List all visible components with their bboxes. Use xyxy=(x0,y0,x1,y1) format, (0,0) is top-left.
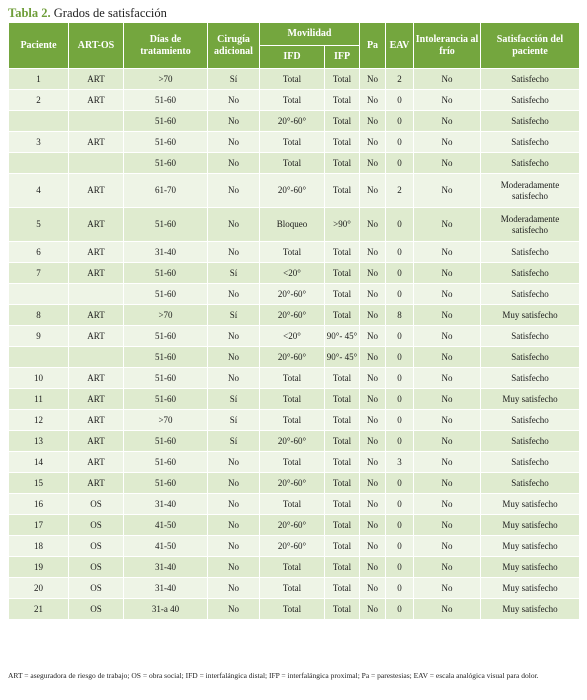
satisfaction-table xyxy=(8,22,580,620)
cell-ifd: Total xyxy=(260,153,325,174)
cell-ifp: Total xyxy=(325,494,360,515)
cell-paciente xyxy=(9,347,69,368)
cell-pa: No xyxy=(360,368,386,389)
cell-satisfaccion: Muy satisfecho xyxy=(481,515,580,536)
header-movilidad: Movilidad xyxy=(260,23,360,46)
cell-ifd: 20°-60° xyxy=(260,431,325,452)
cell-art-os: ART xyxy=(69,431,124,452)
cell-eav: 0 xyxy=(386,132,414,153)
cell-pa: No xyxy=(360,111,386,132)
cell-ifd: Total xyxy=(260,132,325,153)
cell-art-os: OS xyxy=(69,494,124,515)
cell-ifd: Bloqueo xyxy=(260,208,325,242)
cell-eav: 0 xyxy=(386,473,414,494)
cell-intolerancia: No xyxy=(414,111,481,132)
cell-art-os: OS xyxy=(69,515,124,536)
header-eav: EAV xyxy=(386,23,414,69)
cell-art-os: OS xyxy=(69,536,124,557)
cell-satisfaccion: Moderadamente satisfecho xyxy=(481,174,580,208)
cell-art-os: ART xyxy=(69,452,124,473)
cell-dias: 51-60 xyxy=(124,473,208,494)
cell-ifp: Total xyxy=(325,263,360,284)
cell-cirugia: No xyxy=(208,494,260,515)
cell-ifp: Total xyxy=(325,557,360,578)
cell-ifd: Total xyxy=(260,557,325,578)
cell-paciente: 12 xyxy=(9,410,69,431)
table-row xyxy=(9,242,580,263)
cell-satisfaccion: Muy satisfecho xyxy=(481,494,580,515)
cell-satisfaccion: Satisfecho xyxy=(481,368,580,389)
cell-ifp: Total xyxy=(325,578,360,599)
cell-ifp: Total xyxy=(325,536,360,557)
table-row xyxy=(9,431,580,452)
cell-pa: No xyxy=(360,452,386,473)
cell-dias: >70 xyxy=(124,410,208,431)
cell-art-os: OS xyxy=(69,599,124,620)
cell-dias: 51-60 xyxy=(124,389,208,410)
cell-eav: 2 xyxy=(386,174,414,208)
cell-art-os: ART xyxy=(69,69,124,90)
cell-eav: 0 xyxy=(386,284,414,305)
cell-art-os: ART xyxy=(69,410,124,431)
cell-eav: 0 xyxy=(386,242,414,263)
cell-eav: 0 xyxy=(386,410,414,431)
cell-art-os: OS xyxy=(69,557,124,578)
cell-pa: No xyxy=(360,578,386,599)
cell-cirugia: No xyxy=(208,132,260,153)
cell-dias: 51-60 xyxy=(124,284,208,305)
cell-cirugia: No xyxy=(208,326,260,347)
cell-dias: 51-60 xyxy=(124,368,208,389)
cell-paciente: 21 xyxy=(9,599,69,620)
cell-pa: No xyxy=(360,305,386,326)
cell-dias: 61-70 xyxy=(124,174,208,208)
cell-art-os: ART xyxy=(69,326,124,347)
cell-intolerancia: No xyxy=(414,431,481,452)
table-row xyxy=(9,153,580,174)
cell-satisfaccion: Satisfecho xyxy=(481,111,580,132)
table-row xyxy=(9,263,580,284)
cell-dias: >70 xyxy=(124,305,208,326)
cell-dias: 31-40 xyxy=(124,557,208,578)
cell-ifp: Total xyxy=(325,389,360,410)
cell-eav: 0 xyxy=(386,494,414,515)
header-ifp: IFP xyxy=(325,46,360,69)
cell-intolerancia: No xyxy=(414,153,481,174)
cell-paciente: 5 xyxy=(9,208,69,242)
header-cirugia: Cirugía adicional xyxy=(208,23,260,69)
cell-dias: 51-60 xyxy=(124,263,208,284)
cell-cirugia: No xyxy=(208,515,260,536)
cell-ifd: 20°-60° xyxy=(260,515,325,536)
cell-cirugia: Sí xyxy=(208,410,260,431)
cell-ifp: Total xyxy=(325,452,360,473)
cell-eav: 0 xyxy=(386,208,414,242)
cell-satisfaccion: Satisfecho xyxy=(481,69,580,90)
cell-ifp: Total xyxy=(325,368,360,389)
cell-pa: No xyxy=(360,208,386,242)
cell-cirugia: No xyxy=(208,174,260,208)
cell-intolerancia: No xyxy=(414,284,481,305)
cell-art-os: ART xyxy=(69,473,124,494)
cell-intolerancia: No xyxy=(414,536,481,557)
cell-intolerancia: No xyxy=(414,368,481,389)
cell-art-os: ART xyxy=(69,389,124,410)
header-paciente: Paciente xyxy=(9,23,69,69)
cell-cirugia: No xyxy=(208,111,260,132)
cell-satisfaccion: Moderadamente satisfecho xyxy=(481,208,580,242)
cell-cirugia: No xyxy=(208,284,260,305)
table-row xyxy=(9,389,580,410)
cell-paciente xyxy=(9,284,69,305)
cell-pa: No xyxy=(360,347,386,368)
table-caption xyxy=(8,5,167,21)
cell-eav: 0 xyxy=(386,347,414,368)
cell-intolerancia: No xyxy=(414,69,481,90)
cell-cirugia: No xyxy=(208,452,260,473)
cell-eav: 0 xyxy=(386,599,414,620)
cell-eav: 0 xyxy=(386,536,414,557)
cell-pa: No xyxy=(360,515,386,536)
cell-satisfaccion: Satisfecho xyxy=(481,284,580,305)
cell-pa: No xyxy=(360,90,386,111)
cell-paciente: 2 xyxy=(9,90,69,111)
cell-intolerancia: No xyxy=(414,132,481,153)
cell-cirugia: No xyxy=(208,208,260,242)
table-row xyxy=(9,284,580,305)
cell-ifd: 20°-60° xyxy=(260,536,325,557)
table-row xyxy=(9,326,580,347)
table-row xyxy=(9,347,580,368)
cell-ifd: Total xyxy=(260,90,325,111)
cell-intolerancia: No xyxy=(414,515,481,536)
cell-dias: 51-60 xyxy=(124,347,208,368)
header-art-os: ART-OS xyxy=(69,23,124,69)
cell-pa: No xyxy=(360,473,386,494)
cell-pa: No xyxy=(360,557,386,578)
cell-paciente: 18 xyxy=(9,536,69,557)
cell-satisfaccion: Satisfecho xyxy=(481,410,580,431)
header-pa: Pa xyxy=(360,23,386,69)
cell-dias: 51-60 xyxy=(124,153,208,174)
table-row xyxy=(9,132,580,153)
table-row xyxy=(9,174,580,208)
cell-dias: 31-40 xyxy=(124,494,208,515)
cell-ifp: Total xyxy=(325,174,360,208)
cell-ifd: 20°-60° xyxy=(260,347,325,368)
cell-satisfaccion: Satisfecho xyxy=(481,242,580,263)
cell-eav: 3 xyxy=(386,452,414,473)
cell-cirugia: No xyxy=(208,557,260,578)
cell-intolerancia: No xyxy=(414,305,481,326)
cell-ifp: Total xyxy=(325,473,360,494)
cell-art-os: ART xyxy=(69,90,124,111)
cell-intolerancia: No xyxy=(414,578,481,599)
cell-satisfaccion: Satisfecho xyxy=(481,326,580,347)
cell-paciente xyxy=(9,153,69,174)
cell-satisfaccion: Satisfecho xyxy=(481,132,580,153)
cell-dias: 31-40 xyxy=(124,242,208,263)
cell-eav: 0 xyxy=(386,90,414,111)
cell-art-os xyxy=(69,347,124,368)
cell-dias: 51-60 xyxy=(124,431,208,452)
cell-paciente: 8 xyxy=(9,305,69,326)
cell-ifd: Total xyxy=(260,69,325,90)
cell-paciente: 20 xyxy=(9,578,69,599)
table-header xyxy=(9,23,580,69)
cell-art-os: ART xyxy=(69,208,124,242)
cell-ifd: Total xyxy=(260,242,325,263)
cell-cirugia: No xyxy=(208,368,260,389)
table-row xyxy=(9,515,580,536)
cell-satisfaccion: Muy satisfecho xyxy=(481,557,580,578)
cell-eav: 0 xyxy=(386,515,414,536)
cell-cirugia: No xyxy=(208,536,260,557)
cell-eav: 0 xyxy=(386,431,414,452)
caption-label: Tabla 2. xyxy=(8,6,51,20)
cell-ifd: Total xyxy=(260,578,325,599)
cell-paciente: 1 xyxy=(9,69,69,90)
cell-eav: 0 xyxy=(386,153,414,174)
cell-ifd: 20°-60° xyxy=(260,174,325,208)
table-row xyxy=(9,69,580,90)
cell-intolerancia: No xyxy=(414,452,481,473)
cell-paciente: 3 xyxy=(9,132,69,153)
cell-ifd: 20°-60° xyxy=(260,305,325,326)
cell-intolerancia: No xyxy=(414,347,481,368)
cell-art-os xyxy=(69,153,124,174)
cell-eav: 8 xyxy=(386,305,414,326)
table-body xyxy=(9,69,580,620)
cell-paciente: 15 xyxy=(9,473,69,494)
cell-intolerancia: No xyxy=(414,174,481,208)
cell-intolerancia: No xyxy=(414,410,481,431)
cell-art-os: OS xyxy=(69,578,124,599)
cell-pa: No xyxy=(360,69,386,90)
table-row xyxy=(9,536,580,557)
cell-paciente: 7 xyxy=(9,263,69,284)
cell-ifp: Total xyxy=(325,153,360,174)
cell-cirugia: Sí xyxy=(208,263,260,284)
cell-intolerancia: No xyxy=(414,208,481,242)
cell-intolerancia: No xyxy=(414,326,481,347)
cell-ifp: Total xyxy=(325,599,360,620)
cell-ifd: 20°-60° xyxy=(260,111,325,132)
cell-paciente: 13 xyxy=(9,431,69,452)
cell-cirugia: No xyxy=(208,153,260,174)
cell-satisfaccion: Satisfecho xyxy=(481,90,580,111)
table-row xyxy=(9,557,580,578)
cell-intolerancia: No xyxy=(414,599,481,620)
cell-art-os: ART xyxy=(69,242,124,263)
cell-dias: 51-60 xyxy=(124,326,208,347)
cell-intolerancia: No xyxy=(414,389,481,410)
cell-art-os xyxy=(69,111,124,132)
cell-pa: No xyxy=(360,599,386,620)
cell-pa: No xyxy=(360,263,386,284)
cell-ifp: >90° xyxy=(325,208,360,242)
cell-dias: 51-60 xyxy=(124,452,208,473)
cell-eav: 0 xyxy=(386,326,414,347)
cell-eav: 0 xyxy=(386,111,414,132)
cell-eav: 0 xyxy=(386,368,414,389)
footnote: ART = aseguradora de riesgo de trabajo; OS = obra social; IFD = interfalángica distal; IFP = interfalángica proximal; Pa = parestesias; EAV = escala analógica visual para dolor. xyxy=(8,671,539,680)
cell-ifd: Total xyxy=(260,452,325,473)
cell-intolerancia: No xyxy=(414,242,481,263)
cell-ifp: Total xyxy=(325,132,360,153)
cell-cirugia: Sí xyxy=(208,305,260,326)
cell-art-os: ART xyxy=(69,132,124,153)
cell-paciente: 19 xyxy=(9,557,69,578)
cell-paciente: 17 xyxy=(9,515,69,536)
cell-cirugia: Sí xyxy=(208,69,260,90)
cell-satisfaccion: Satisfecho xyxy=(481,153,580,174)
cell-eav: 2 xyxy=(386,69,414,90)
cell-ifp: Total xyxy=(325,431,360,452)
cell-cirugia: Sí xyxy=(208,431,260,452)
cell-ifd: Total xyxy=(260,368,325,389)
cell-eav: 0 xyxy=(386,263,414,284)
cell-satisfaccion: Satisfecho xyxy=(481,263,580,284)
table-row xyxy=(9,473,580,494)
table-row xyxy=(9,410,580,431)
cell-satisfaccion: Satisfecho xyxy=(481,452,580,473)
cell-ifd: Total xyxy=(260,494,325,515)
table-row xyxy=(9,452,580,473)
cell-pa: No xyxy=(360,389,386,410)
cell-ifp: Total xyxy=(325,69,360,90)
cell-paciente: 6 xyxy=(9,242,69,263)
cell-cirugia: No xyxy=(208,473,260,494)
cell-art-os xyxy=(69,284,124,305)
cell-paciente xyxy=(9,111,69,132)
cell-ifp: Total xyxy=(325,305,360,326)
cell-ifp: 90°- 45° xyxy=(325,347,360,368)
caption-title: Grados de satisfacción xyxy=(53,6,167,20)
cell-dias: 31-40 xyxy=(124,578,208,599)
cell-cirugia: No xyxy=(208,599,260,620)
cell-ifd: Total xyxy=(260,389,325,410)
cell-ifp: Total xyxy=(325,111,360,132)
cell-paciente: 16 xyxy=(9,494,69,515)
cell-dias: 41-50 xyxy=(124,536,208,557)
cell-dias: 51-60 xyxy=(124,90,208,111)
header-ifd: IFD xyxy=(260,46,325,69)
table-row xyxy=(9,111,580,132)
cell-paciente: 4 xyxy=(9,174,69,208)
cell-eav: 0 xyxy=(386,578,414,599)
cell-ifd: 20°-60° xyxy=(260,473,325,494)
cell-intolerancia: No xyxy=(414,263,481,284)
cell-pa: No xyxy=(360,242,386,263)
cell-dias: 51-60 xyxy=(124,132,208,153)
cell-paciente: 11 xyxy=(9,389,69,410)
cell-ifd: <20° xyxy=(260,326,325,347)
cell-satisfaccion: Satisfecho xyxy=(481,347,580,368)
cell-satisfaccion: Muy satisfecho xyxy=(481,599,580,620)
table-row xyxy=(9,599,580,620)
cell-ifp: 90°- 45° xyxy=(325,326,360,347)
cell-satisfaccion: Satisfecho xyxy=(481,473,580,494)
cell-art-os: ART xyxy=(69,368,124,389)
cell-dias: 41-50 xyxy=(124,515,208,536)
cell-dias: 31-a 40 xyxy=(124,599,208,620)
cell-satisfaccion: Muy satisfecho xyxy=(481,389,580,410)
cell-dias: >70 xyxy=(124,69,208,90)
cell-cirugia: No xyxy=(208,242,260,263)
table-row xyxy=(9,494,580,515)
cell-cirugia: Sí xyxy=(208,389,260,410)
cell-pa: No xyxy=(360,536,386,557)
cell-pa: No xyxy=(360,326,386,347)
header-dias: Días de tratamiento xyxy=(124,23,208,69)
cell-paciente: 9 xyxy=(9,326,69,347)
header-intolerancia: Intolerancia al frío xyxy=(414,23,481,69)
cell-pa: No xyxy=(360,431,386,452)
cell-pa: No xyxy=(360,174,386,208)
cell-pa: No xyxy=(360,153,386,174)
cell-ifp: Total xyxy=(325,284,360,305)
table-row xyxy=(9,90,580,111)
cell-cirugia: No xyxy=(208,90,260,111)
cell-pa: No xyxy=(360,494,386,515)
cell-ifd: <20° xyxy=(260,263,325,284)
cell-pa: No xyxy=(360,132,386,153)
cell-intolerancia: No xyxy=(414,494,481,515)
cell-ifp: Total xyxy=(325,90,360,111)
cell-cirugia: No xyxy=(208,578,260,599)
cell-satisfaccion: Muy satisfecho xyxy=(481,536,580,557)
cell-art-os: ART xyxy=(69,305,124,326)
cell-eav: 0 xyxy=(386,389,414,410)
cell-ifp: Total xyxy=(325,242,360,263)
cell-intolerancia: No xyxy=(414,473,481,494)
header-satisfaccion: Satisfacción del paciente xyxy=(481,23,580,69)
cell-ifd: Total xyxy=(260,410,325,431)
table-row xyxy=(9,578,580,599)
cell-satisfaccion: Satisfecho xyxy=(481,431,580,452)
cell-ifd: 20°-60° xyxy=(260,284,325,305)
cell-ifp: Total xyxy=(325,410,360,431)
cell-cirugia: No xyxy=(208,347,260,368)
table-row xyxy=(9,368,580,389)
cell-intolerancia: No xyxy=(414,557,481,578)
cell-intolerancia: No xyxy=(414,90,481,111)
cell-dias: 51-60 xyxy=(124,208,208,242)
table-row xyxy=(9,208,580,242)
cell-art-os: ART xyxy=(69,263,124,284)
cell-art-os: ART xyxy=(69,174,124,208)
cell-pa: No xyxy=(360,410,386,431)
cell-paciente: 10 xyxy=(9,368,69,389)
cell-eav: 0 xyxy=(386,557,414,578)
cell-ifd: Total xyxy=(260,599,325,620)
cell-paciente: 14 xyxy=(9,452,69,473)
cell-satisfaccion: Muy satisfecho xyxy=(481,578,580,599)
table-row xyxy=(9,305,580,326)
cell-ifp: Total xyxy=(325,515,360,536)
cell-pa: No xyxy=(360,284,386,305)
cell-satisfaccion: Muy satisfecho xyxy=(481,305,580,326)
cell-dias: 51-60 xyxy=(124,111,208,132)
